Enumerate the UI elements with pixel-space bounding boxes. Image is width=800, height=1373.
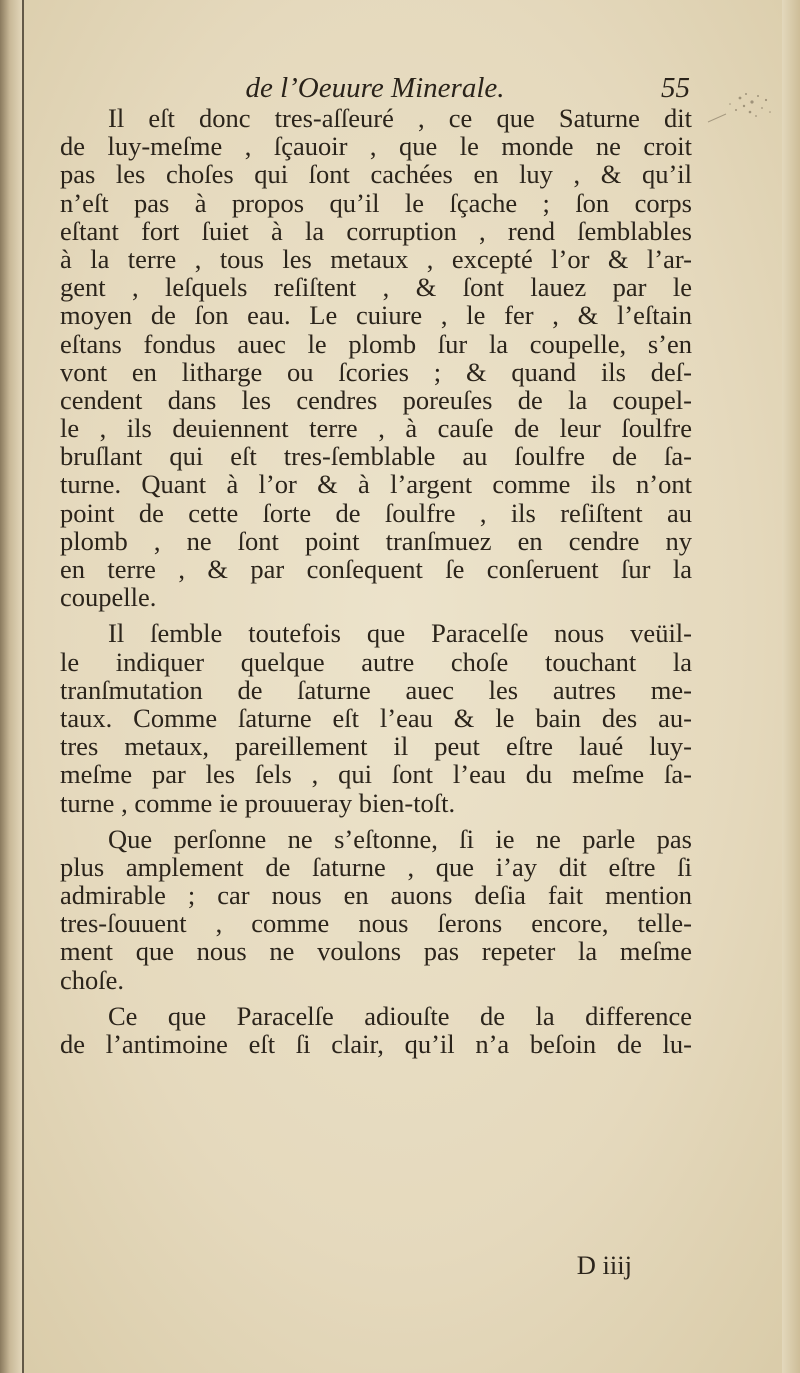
paragraph xyxy=(60,619,692,816)
text-line: à la terre , tous les metaux , excepté l’or & l’ar- xyxy=(60,243,692,274)
text-line: de luy-meſme , ſçauoir , que le monde ne croit xyxy=(60,131,692,162)
text-line: meſme par les ſels , qui ſont l’eau du meſme ſa- xyxy=(60,759,692,790)
text-line: le , ils deuiennent terre , à cauſe de leur ſoulfre xyxy=(60,413,692,444)
text-line: turne. Quant à l’or & à l’argent comme ils n’ont xyxy=(60,469,692,500)
text-line: point de cette ſorte de ſoulfre , ils reſiſtent au xyxy=(60,497,692,528)
text-line: plomb , ne ſont point tranſmuez en cendre ny xyxy=(60,525,692,556)
text-line: tres-ſouuent , comme nous ſerons encore, telle- xyxy=(60,908,692,939)
text-line: Il ſemble toutefois que Paracelſe nous veüil- xyxy=(108,618,692,649)
text-line: cendent dans les cendres poreuſes de la coupel- xyxy=(60,384,692,415)
text-line: Que perſonne ne s’eſtonne, ſi ie ne parle pas xyxy=(108,823,692,854)
text-line: ment que nous ne voulons pas repeter la meſme xyxy=(60,936,692,967)
binding-gutter xyxy=(0,0,22,1373)
text-line: coupelle. xyxy=(60,582,157,613)
text-line: vont en litharge ou ſcories ; & quand ils deſ- xyxy=(60,356,692,387)
text-line: bruſlant qui eſt tres-ſemblable au ſoulfre de ſa- xyxy=(60,441,692,472)
paragraph xyxy=(60,1002,692,1058)
paragraph xyxy=(60,825,692,994)
text-line: gent , leſquels reſiſtent , & ſont lauez par le xyxy=(60,272,692,303)
text-line: tranſmutation de ſaturne auec les autres me- xyxy=(60,674,692,705)
text-line: taux. Comme ſaturne eſt l’eau & le bain des au- xyxy=(60,702,692,733)
text-line: le indiquer quelque autre choſe touchant la xyxy=(60,646,692,677)
text-line: Ce que Paracelſe adiouſte de la difference xyxy=(108,1000,692,1031)
text-line: de l’antimoine eſt ſi clair, qu’il n’a beſoin de lu- xyxy=(60,1029,692,1059)
binding-edge xyxy=(22,0,24,1373)
running-title: de l’Oeuure Minerale. xyxy=(245,72,505,104)
ink-stain xyxy=(700,78,790,138)
text-line: Il eſt donc tres-aſſeuré , ce que Saturne dit xyxy=(108,103,692,133)
text-line: turne , comme ie prouueray bien-toſt. xyxy=(60,787,456,818)
text-line: en terre , & par conſequent ſe conſeruent ſur la xyxy=(60,554,692,584)
page-fore-edge xyxy=(782,0,800,1373)
text-line: eſtant fort ſuiet à la corruption , rend ſemblables xyxy=(60,215,692,246)
body-text xyxy=(60,104,692,1058)
page-number: 55 xyxy=(661,72,690,104)
text-line: plus amplement de ſaturne , que i’ay dit eſtre ſi xyxy=(60,851,692,882)
text-line: tres metaux, pareillement il peut eſtre laué luy- xyxy=(60,731,692,762)
text-line: choſe. xyxy=(60,964,125,995)
text-line: admirable ; car nous en auons deſia fait mention xyxy=(60,880,692,911)
paragraph xyxy=(60,104,692,611)
text-line: moyen de ſon eau. Le cuiure , le fer , & l’eſtain xyxy=(60,300,692,331)
text-line: eſtans fondus auec le plomb ſur la coupelle, s’en xyxy=(60,328,692,359)
signature-mark: D iiij xyxy=(576,1250,632,1280)
text-line: pas les choſes qui ſont cachées en luy , & qu’il xyxy=(60,159,692,190)
text-line: n’eſt pas à propos qu’il le ſçache ; ſon corps xyxy=(60,187,692,218)
